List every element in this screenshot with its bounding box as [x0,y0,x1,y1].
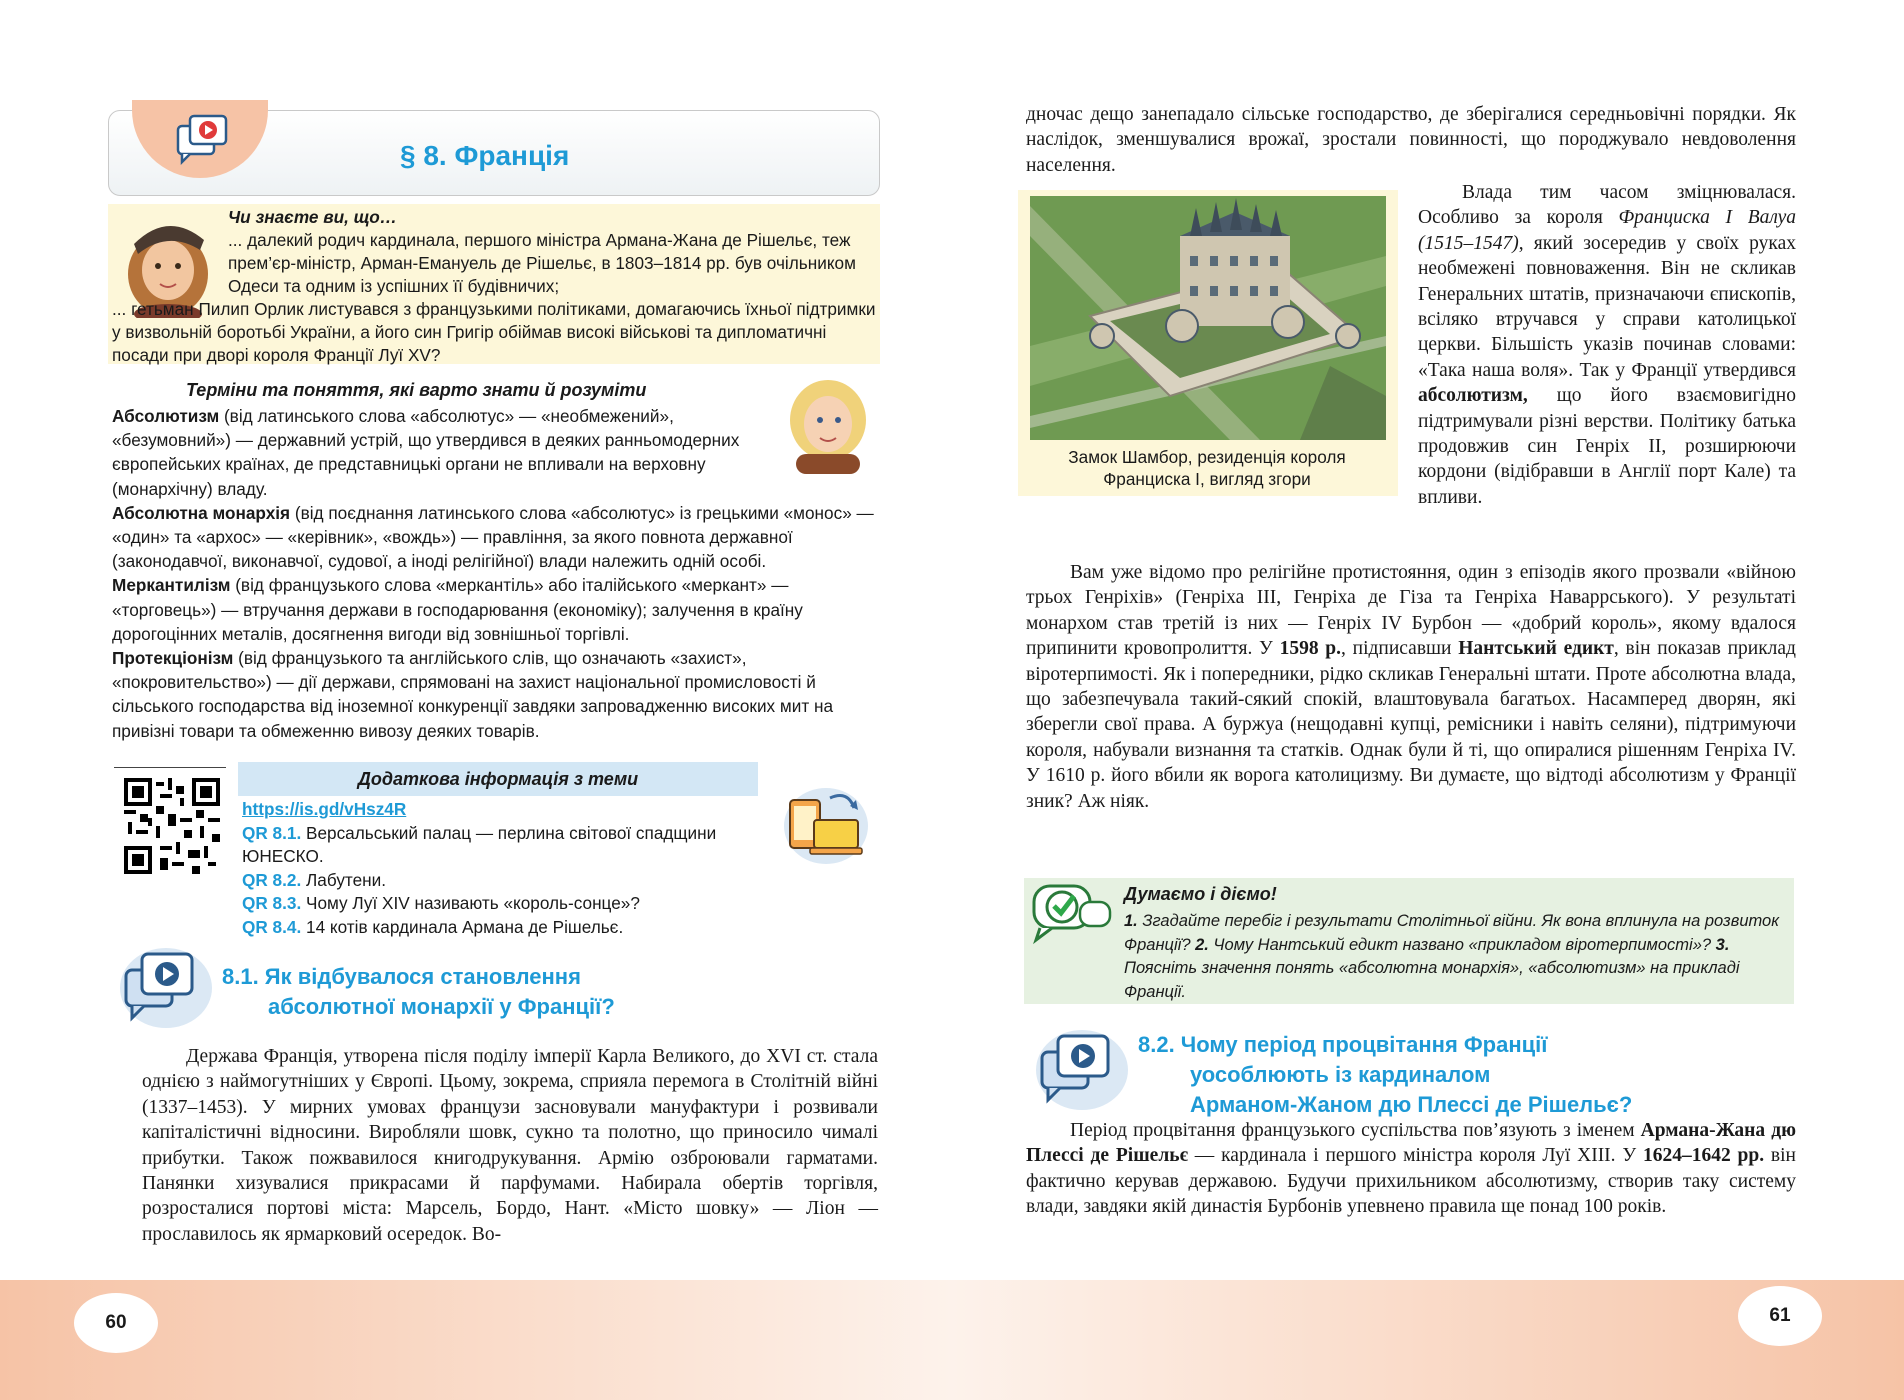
question-text: Чому Нантський едикт названо «прикладом віротерпимості»? [1208,935,1716,954]
qr-label: QR 8.4. [242,916,302,937]
think-act-questions [1032,910,1792,1004]
section-paragraph [1026,1118,1796,1220]
text-run: Влада тим часом зміцнювалася. Особливо за короля [1418,182,1796,229]
question-text: Поясніть значення понять «абсолютна монархія», «абсолютизм» на прикладі Франції. [1124,959,1740,1001]
year-highlight: 1598 р. [1279,638,1342,660]
term-highlight: Нантський едикт [1458,638,1614,660]
text-run: , який зосередив у своїх руках необмежені повноваження. Він не скликав Генеральних штатів, призначаючи єпископів, всіляко втручався у справи католицької церкви. Більшість указів починав словами: «Така наша воля». Так у Франції утвердився [1418,232,1796,381]
paragraph-text: дночас дещо занепадало сільське господарство, де зберігалися середньовічні порядки. Як наслідок, зменшувалися врожаї, зростали повинності, що породжувало невдоволення населення. [1026,104,1796,176]
text-run: Період процвітання французького суспільства пов’язують з іменем [1070,1120,1641,1141]
section-heading-line: абсолютної монархії у Франції? [268,994,615,1019]
text-run: , підписавши [1341,638,1459,660]
qr-title: Чому Луї XIV називають «король-сонце»? [301,893,640,913]
did-you-know-item: ... гетьман Пилип Орлик листувався з французькими політиками, домагаючись їхньої підтримки у визвольній боротьбі України, а його син Григір обіймав високі військові та дипломатичні посади при дворі короля Франції Луї XV? [112,299,876,365]
did-you-know-text [112,206,878,367]
resource-link[interactable]: https://is.gd/vHsz4R [242,799,407,819]
term: Абсолютизм [112,406,220,426]
section-paragraph [142,1044,878,1247]
side-paragraph [1418,180,1796,510]
section-heading-line: уособлюють із кардиналом [1190,1062,1491,1087]
term-definition: (від латинського слова «абсолютус» — «необмежений», «безумовний») — державний устрій, що утвердився в деяких ранньомодерних європейських країнах, де представницькі органи не впливали на верховну (монархічну) владу. [112,406,740,499]
person-highlight: Армана-Жана дю Плессі де Рішельє [1026,1120,1796,1167]
term-definition: (від французького та англійського слів, що означають «захист», «покровительство») — дії держави, спрямовані на захист національної промисловості й сільського господарства від іноземної конкуренції завдяки запровадженню високих мит на привізні товари та обмеженню вивозу деяких товарів. [112,648,834,741]
additional-info-heading: Додаткова інформація з теми [238,762,758,796]
photo-caption: Замок Шамбор, резиденція короля Франциска І, вигляд згори [1068,447,1346,489]
page-number: 61 [1738,1286,1822,1346]
did-you-know-item: ... далекий родич кардинала, першого міністра Армана-Жана де Рішельє, теж прем’єр-міністр, Арман-Емануель де Рішельє, в 1803–1814 рр. був очільником Одеси та одним із успішних її будівничих; [228,230,856,296]
text-run: Вам уже відомо про релігійне протистояння, один з епізодів якого прозвали «війною трьох Генріхів» (Генріха III, Генріха де Гіза та Генріха Наваррського). У результаті монархом став третій із них — Генріх IV Бурбон — «добрий король», якому вдалося припинити кровопролиття. У [1026,562,1796,660]
paragraph-text: Держава Франція, утворена після поділу імперії Карла Великого, до XVI ст. стала однією з наймогутніших у Європі. Цьому, зокрема, сприяла перемога в Столітній війні (1337–1453). У мирних умовах французи засновували мануфактури і розвивали капіталістичні відносини. Виробляли шовк, сукно та полотно, що приносило чималі прибутки. Також пожвавилося книгодрукування. Армію озброювали гарматами. Панянки хизувалися прикрасами й парфумами. Набирала обертів торгівля, розросталися портові міста: Марсель, Бордо, Нант. «Місто шовку» — Ліон — прославилось як ярмарковий осередок. Во- [142,1046,878,1245]
qr-title: Лабутени. [301,869,387,890]
term: Меркантилізм [112,575,231,596]
section-heading [1138,1030,1632,1120]
question-text: Згадайте перебіг і результати Столітньої війни. Як вона вплинула на розвиток Франції? [1124,912,1780,954]
text-run: — кардинала і першого міністра короля Луї XIII. У [1188,1145,1643,1167]
term-highlight: абсолютизм, [1418,385,1528,407]
paragraph-three [1026,560,1796,814]
additional-info-list [242,798,762,939]
section-heading-line: 8.1. Як відбувалося становлення [222,964,581,989]
section-heading-line: Арманом-Жаном дю Плессі де Рішельє? [1190,1092,1633,1117]
terms-heading: Терміни та поняття, які варто знати й розуміти [186,380,647,400]
section-heading [222,962,615,1022]
play-chat-icon [118,944,214,1030]
king-name: Франциска I Валуа (1515–1547) [1418,207,1797,254]
term: Абсолютна монархія [112,502,291,523]
terms-list [112,404,878,743]
play-chat-icon [1034,1026,1130,1112]
qr-label: QR 8.3. [242,893,302,913]
page-title: § 8. Франція [400,140,570,171]
chambord-photo [1030,196,1386,440]
top-paragraph [1026,102,1796,178]
qr-title: 14 котів кардинала Армана де Рішельє. [301,916,624,937]
did-you-know-heading: Чи знаєте ви, що… [228,207,397,227]
question-number: 3. [1715,935,1730,954]
divider [114,767,226,768]
video-chat-icon [172,112,232,168]
text-run: він фактично керував державою. Будучи прихильником абсолютизму, створив таку систему влади, завдяки якій династія Бурбонів упевнено правила ще понад 100 років. [1026,1145,1796,1218]
text-run: , він показав приклад віротерпимості. Як і попередники, рідко скликав Генеральні штати. Проте абсолютна влада, що забезпечувала такий-сякий спокій, влаштовувала багатьох. Насамперед дворян, які зберегли свої права. А буржуа (нещодавні купці, ремісники і навіть селяни), підтримуючи короля, набували визнання та статків. Однак були й ті, що опиралися рішенням Генріха IV. У 1610 р. його вбили як ворога католицизму. Ви думаєте, що відтоді абсолютизм у Франції зник? Аж ніяк. [1026,638,1796,812]
question-number: 1. [1124,912,1138,930]
term-definition: (від поєднання латинського слова «абсолютус» із грецькими «монос» — «один» та «архос» — «керівник», «вождь») — правління, за якого повнота державної (законодавчої, виконавчої, судової, а іноді релігійної) влади належить одній особі. [112,502,874,572]
think-act-heading: Думаємо і діємо! [1124,884,1277,904]
year-highlight: 1624–1642 рр. [1642,1145,1765,1167]
device-sync-icon [780,780,870,868]
qr-label: QR 8.1. [242,822,302,843]
qr-title: Версальський палац — перлина світової спадщини ЮНЕСКО. [242,822,717,866]
qr-label: QR 8.2. [242,869,302,890]
text-run: що його взаємовигідно підтримували різні верстви. Політику батька продовжив син Генріх II, розширюючи кордони (відібравши в Англії порт Кале) та впливи. [1418,385,1796,508]
question-number: 2. [1195,935,1209,954]
term-definition: (від французького слова «меркантіль» або італійського «меркант» — «торговець») — втручання держави в господарювання (економіку); залучення в країну дорогоцінних металів, досягнення вигоди від зовнішньої торгівлі. [112,575,803,644]
term: Протекціонізм [112,648,234,669]
page-number: 60 [74,1293,158,1353]
qr-code[interactable] [124,778,220,874]
section-heading-line: 8.2. Чому період процвітання Франції [1138,1032,1548,1057]
